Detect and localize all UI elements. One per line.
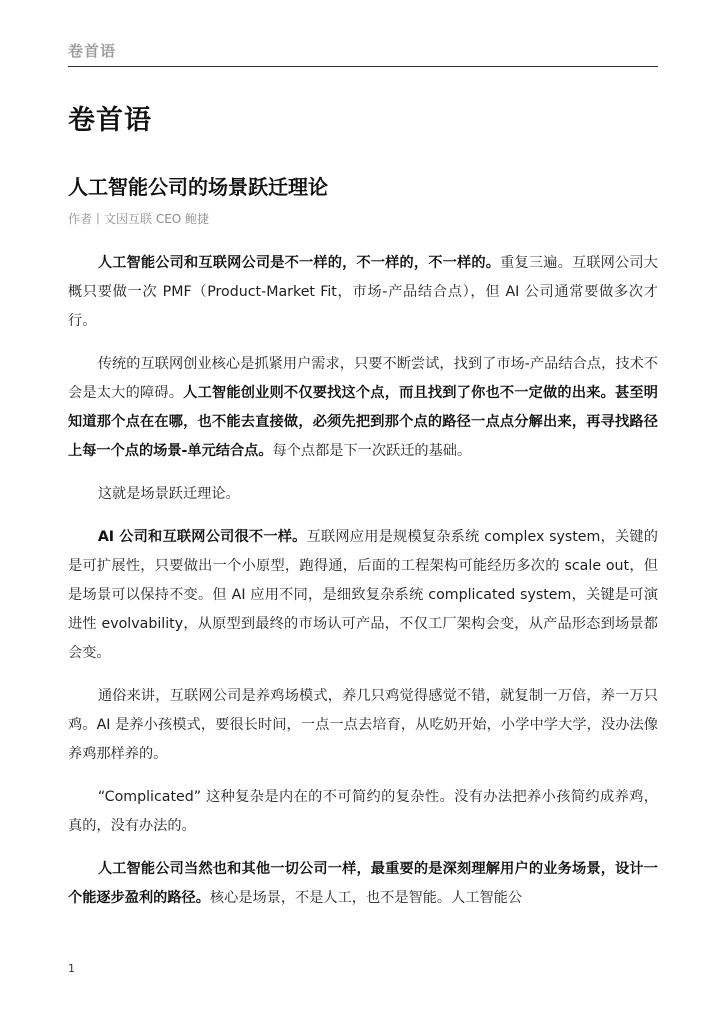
article-body	[68, 249, 658, 927]
paragraph-4-text: 互联网应用是规模复杂系统 complex system，关键的是可扩展性，只要做出一个小原型，跑得通，后面的工程架构可能经历多次的 scale out，但是场景可以保持不变。但 AI 应用不同，是细致复杂系统 complicated system，关键是可演进性 evolvability，从原型到最终的市场认可产品，不仅工厂架构会变，从产品形态到场景都会变。	[68, 529, 658, 661]
paragraph-4	[68, 523, 658, 668]
paragraph-1-text: 重复三遍。互联网公司大概只要做一次 PMF（Product-Market Fit，市场-产品结合点），但 AI 公司通常要做多次才行。	[68, 255, 658, 329]
article-byline: 作者丨文因互联 CEO 鲍捷	[68, 212, 210, 226]
section-title: 卷首语	[68, 105, 152, 136]
paragraph-2-lead: 传统的互联网创业核心是抓紧用户需求，只要不断尝试，找到了市场-产品结合点，技术不会是太大的障碍。	[68, 356, 658, 401]
paragraph-4-emphasis: AI 公司和互联网公司很不一样。	[97, 529, 307, 545]
article-title: 人工智能公司的场景跃迁理论	[68, 175, 328, 199]
paragraph-2-text: 每个点都是下一次跃迁的基础。	[272, 443, 472, 459]
paragraph-3-text: 这就是场景跃迁理论。	[97, 486, 240, 502]
paragraph-5	[68, 682, 658, 769]
header-divider	[68, 66, 658, 67]
page-number: 1	[68, 962, 75, 975]
paragraph-2-emphasis: 人工智能创业则不仅要找这个点，而且找到了你也不一定做的出来。甚至明知道那个点在在哪，也不能去直接做，必须先把到那个点的路径一点点分解出来，再寻找路径上每一个点的场景-单元结合点。	[68, 385, 658, 459]
paragraph-7	[68, 855, 658, 913]
paragraph-1-emphasis: 人工智能公司和互联网公司是不一样的，不一样的，不一样的。	[97, 255, 501, 271]
paragraph-2	[68, 350, 658, 466]
paragraph-1	[68, 249, 658, 336]
paragraph-6-text: “Complicated” 这种复杂是内在的不可简约的复杂性。没有办法把养小孩简约成养鸡，真的，没有办法的。	[68, 789, 658, 834]
running-header: 卷首语	[68, 42, 117, 60]
paragraph-5-text: 通俗来讲，互联网公司是养鸡场模式，养几只鸡觉得感觉不错，就复制一万倍，养一万只鸡。AI 是养小孩模式，要很长时间，一点一点去培育，从吃奶开始，小学中学大学，没办法像养鸡那样养的。	[68, 688, 658, 762]
paragraph-7-text: 核心是场景，不是人工，也不是智能。人工智能公	[209, 890, 523, 906]
paragraph-7-emphasis: 人工智能公司当然也和其他一切公司一样，最重要的是深刻理解用户的业务场景，设计一个能逐步盈利的路径。	[68, 861, 658, 906]
paragraph-3	[68, 480, 658, 509]
paragraph-6	[68, 783, 658, 841]
